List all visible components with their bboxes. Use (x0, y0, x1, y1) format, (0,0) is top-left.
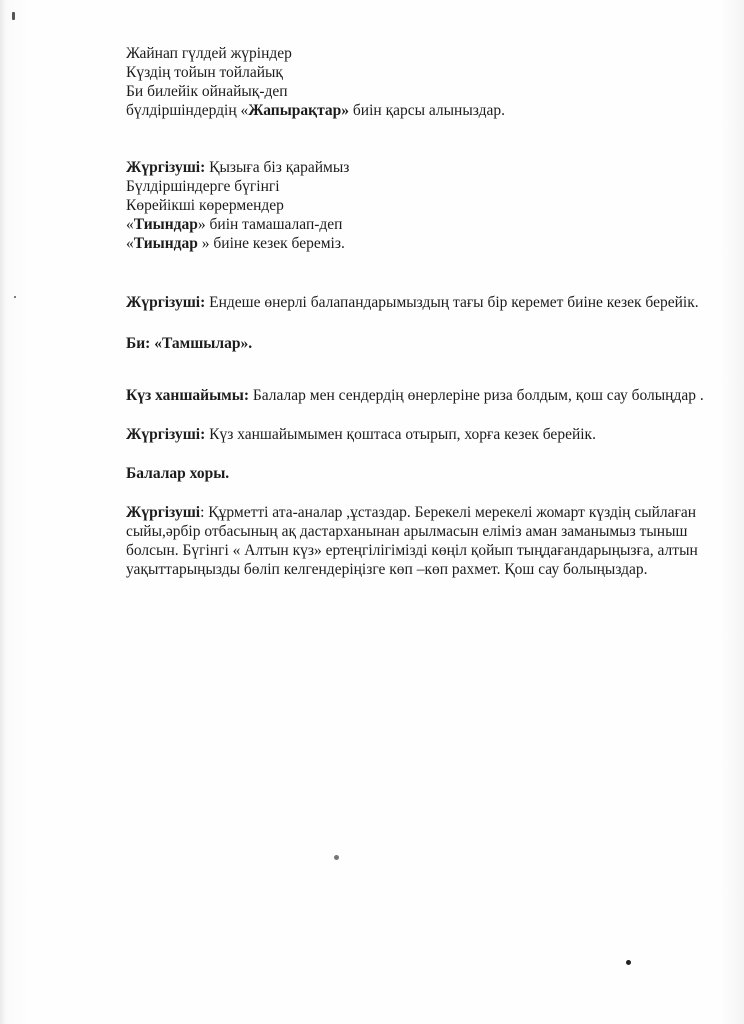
choir-heading (126, 464, 716, 483)
text-run: « (126, 235, 134, 252)
paragraph-text: Күз ханшайымымен қоштаса отырып, хорға кезек берейік. (205, 426, 596, 443)
speaker-label: Жүргізуші (126, 504, 201, 521)
speaker-label: Жүргізуші: (126, 426, 206, 443)
verse-line (126, 215, 716, 234)
poem-line: Күздің тойын тойлайық (126, 64, 283, 81)
dance-heading (126, 334, 716, 353)
dance-title: Тиындар (133, 235, 198, 252)
text-run: биін қарсы алыныздар. (349, 102, 505, 119)
dance-title: Жапырақтар» (248, 102, 350, 119)
paragraph-text: Балалар мен сендердің өнерлеріне риза болдым, қош сау болыңдар . (249, 387, 704, 404)
heading-text: Балалар хоры. (126, 465, 230, 482)
text-run: » биін тамашалап-деп (197, 216, 343, 233)
verse-line (126, 158, 716, 177)
poem-block (126, 44, 716, 120)
host-verse-block (126, 158, 716, 253)
speaker-label: Күз ханшайымы: (126, 387, 250, 404)
host-paragraph (126, 425, 716, 444)
speaker-label: Жүргізуші: (126, 159, 206, 176)
text-run: бүлдіршіндердің « (126, 102, 249, 119)
text-run: « (126, 216, 134, 233)
scan-speck (12, 12, 15, 20)
speaker-label: Жүргізуші: (126, 294, 206, 311)
dance-title: Тиындар (133, 216, 198, 233)
verse-line (126, 234, 716, 253)
poem-line: Жайнап гүлдей жүріндер (126, 45, 292, 62)
poem-line (126, 101, 716, 120)
document-text (126, 44, 716, 579)
verse-line: Бүлдіршіндерге бүгінгі (126, 178, 280, 195)
scan-speck (14, 296, 16, 298)
poem-line: Би билейік ойнайық-деп (126, 83, 288, 100)
text-run: » биіне кезек береміз. (197, 235, 345, 252)
text-run: Қызыға біз қараймыз (205, 159, 350, 176)
scan-speck (626, 960, 631, 965)
heading-text: Би: «Тамшылар». (126, 335, 253, 352)
queen-paragraph (126, 386, 716, 405)
paragraph-text: : Құрметті ата-аналар ,ұстаздар. Берекелі мерекелі жомарт күздің сыйлаған сыйы,әрбір отбасының ақ дастарханынан арылмасын еліміз аман заманымыз тыныш болсын. Бүгінгі « Алтын күз» ертеңгілігімізді көңіл қойып тыңдағандарыңызға, алтын уақыттарыңызды бөліп келгендеріңізге көп –көп рахмет. Қош сау болыңыздар. (126, 504, 698, 578)
scan-speck (334, 855, 339, 860)
host-paragraph (126, 293, 716, 312)
host-closing-paragraph (126, 503, 716, 579)
verse-line: Көрейікші көрермендер (126, 197, 284, 214)
paragraph-text: Ендеше өнерлі балапандарымыздың тағы бір керемет биіне кезек берейік. (205, 294, 699, 311)
